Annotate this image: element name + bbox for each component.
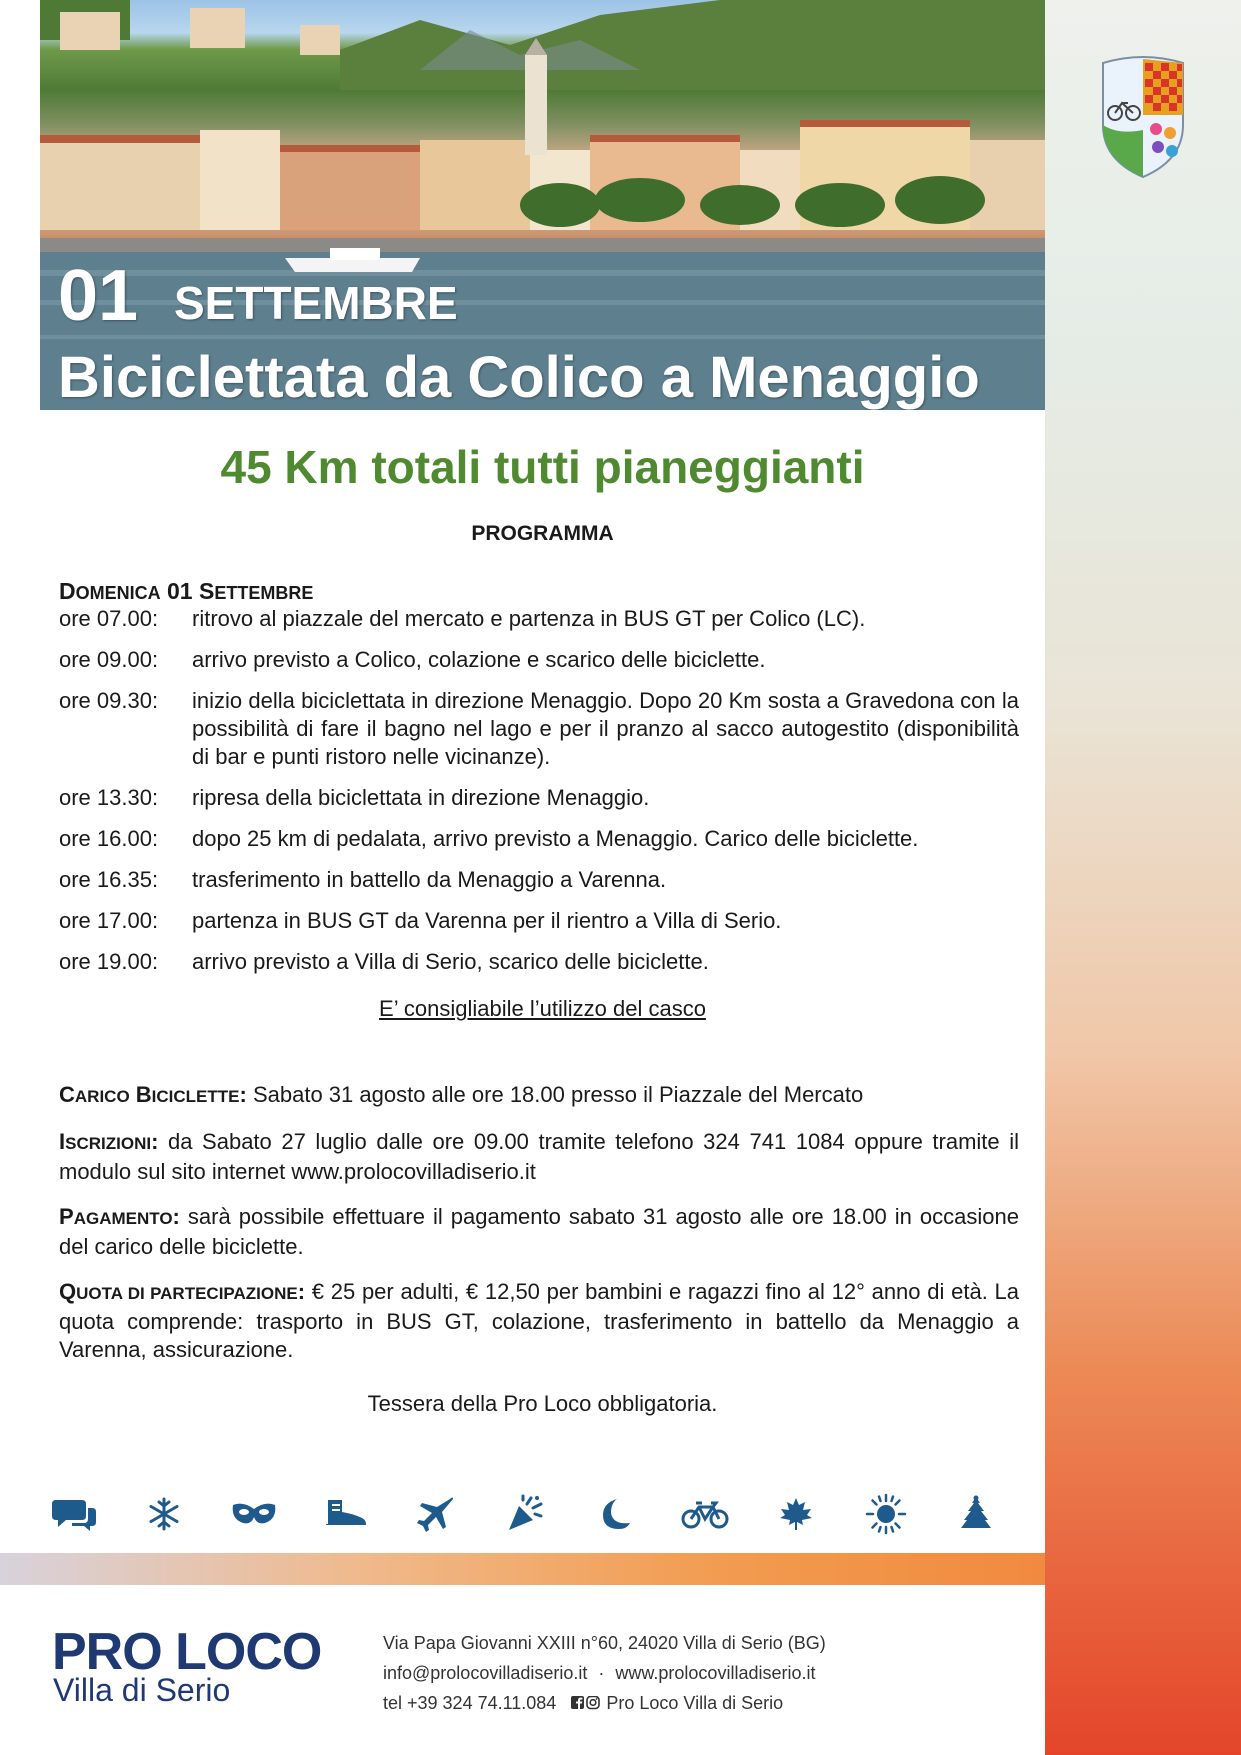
schedule-row [59, 907, 1019, 935]
schedule-row [59, 784, 1019, 812]
footer-contacts [383, 1628, 826, 1719]
schedule-description: ritrovo al piazzale del mercato e partenza in BUS GT per Colico (LC). [192, 606, 866, 631]
schedule-row [59, 948, 1019, 976]
hero-date-day: 01 [58, 256, 139, 336]
schedule-description: trasferimento in battello da Menaggio a Varenna. [192, 867, 667, 892]
schedule-day-heading [59, 578, 313, 605]
schedule-time: ore 16.35: [59, 867, 159, 892]
info-label-colon: : [297, 1279, 306, 1304]
bicycle-icon [681, 1492, 729, 1536]
schedule-list [59, 605, 1019, 989]
pro-loco-logo-text: PRO LOCO [52, 1623, 322, 1681]
schedule-row [59, 646, 1019, 674]
footer-color-band [0, 1553, 1045, 1585]
info-text: sarà possibile effettuare il pagamento sabato 31 agosto alle ore 18.00 in occasione del carico delle biciclette. [59, 1204, 1019, 1259]
sun-icon [862, 1492, 910, 1536]
info-label-cap: P [59, 1204, 74, 1229]
info-label-rest-2: ICICLETTE [151, 1087, 240, 1106]
carnival-mask-icon [230, 1492, 278, 1536]
day-heading-cap-2: S [199, 578, 215, 604]
info-text: € 25 per adulti, € 12,50 per bambini e ragazzi fino al 12° anno di età. La quota comprende: trasporto in BUS GT, colazione, trasferimento in battello da Menaggio a Varenna, assicurazione. [59, 1279, 1020, 1362]
day-heading-number: 01 [167, 578, 193, 604]
schedule-description: arrivo previsto a Villa di Serio, scarico delle biciclette. [192, 949, 709, 974]
info-label-colon: : [172, 1204, 180, 1229]
party-popper-icon [501, 1492, 549, 1536]
info-payment [59, 1203, 1019, 1261]
airplane-icon [411, 1492, 459, 1536]
info-label-rest: UOTA DI PARTECIPAZIONE [76, 1284, 298, 1303]
day-heading-cap-1: D [59, 578, 76, 604]
schedule-description: inizio della biciclettata in direzione Menaggio. Dopo 20 Km sosta a Gravedona con la possibilità di fare il bagno nel lago e per il pranzo al sacco autogestito (disponibilità di bar e punti ristoro nelle vicinanze). [192, 688, 1019, 769]
info-label-rest: SCRIZIONI [65, 1134, 152, 1153]
side-gradient-decoration [1045, 0, 1241, 1755]
schedule-row [59, 687, 1019, 771]
info-label-cap: I [59, 1129, 66, 1154]
info-bike-loading [59, 1081, 1019, 1111]
schedule-time: ore 16.00: [59, 826, 159, 851]
footer-web-line [383, 1658, 826, 1688]
maple-leaf-icon [772, 1492, 820, 1536]
schedule-time: ore 17.00: [59, 908, 159, 933]
snowflake-icon [140, 1492, 188, 1536]
footer-social-name: Pro Loco Villa di Serio [606, 1693, 784, 1713]
info-registrations [59, 1128, 1019, 1186]
schedule-time: ore 07.00: [59, 606, 159, 631]
town-crest-logo [1098, 55, 1188, 180]
info-label-colon: : [239, 1082, 247, 1107]
info-label-cap-2: B [129, 1082, 152, 1107]
christmas-tree-icon [952, 1492, 1000, 1536]
info-label-cap: C [59, 1082, 75, 1107]
facebook-instagram-icon [571, 1689, 601, 1719]
hero-photo-banner [40, 0, 1045, 410]
schedule-row [59, 605, 1019, 633]
speech-bubbles-icon [50, 1492, 98, 1536]
schedule-time: ore 09.00: [59, 647, 159, 672]
info-label-rest: ARICO [74, 1087, 130, 1106]
hero-title: Biciclettata da Colico a Menaggio [58, 345, 980, 410]
schedule-description: arrivo previsto a Colico, colazione e scarico delle biciclette. [192, 647, 766, 672]
info-label [59, 1082, 247, 1107]
event-subtitle: 45 Km totali tutti pianeggianti [220, 441, 865, 493]
footer-address: Via Papa Giovanni XXIII n°60, 24020 Villa di Serio (BG) [383, 1633, 826, 1653]
helmet-advice-note: E’ consigliabile l’utilizzo del casco [379, 996, 706, 1021]
info-label-colon: : [151, 1129, 159, 1154]
schedule-row [59, 866, 1019, 894]
footer-website-link[interactable]: www.prolocovilladiserio.it [615, 1663, 816, 1683]
schedule-row [59, 825, 1019, 853]
schedule-time: ore 09.30: [59, 688, 159, 713]
footer-phone-social-line [383, 1688, 826, 1719]
program-heading: PROGRAMMA [471, 522, 614, 545]
footer-phone: tel +39 324 74.11.084 [383, 1693, 557, 1713]
day-heading-rest-1: OMENICA [75, 583, 161, 603]
info-label-cap: Q [59, 1279, 77, 1304]
activity-icons-row [50, 1492, 1000, 1536]
day-heading-rest-2: ETTEMBRE [214, 583, 314, 603]
info-fee [59, 1278, 1019, 1364]
hiking-boot-icon [321, 1492, 369, 1536]
info-text: da Sabato 27 luglio dalle ore 09.00 tramite telefono 324 741 1084 oppure tramite il modulo sul sito internet www.prolocovilladiserio.it [59, 1129, 1019, 1184]
info-section [59, 1081, 1019, 1381]
schedule-description: dopo 25 km di pedalata, arrivo previsto a Menaggio. Carico delle biciclette. [192, 826, 919, 851]
info-label [59, 1129, 158, 1154]
membership-note: Tessera della Pro Loco obbligatoria. [367, 1391, 718, 1416]
schedule-time: ore 13.30: [59, 785, 159, 810]
schedule-description: partenza in BUS GT da Varenna per il rientro a Villa di Serio. [192, 908, 782, 933]
moon-icon [591, 1492, 639, 1536]
info-text: Sabato 31 agosto alle ore 18.00 presso il Piazzale del Mercato [246, 1082, 864, 1107]
hero-date-month: SETTEMBRE [174, 277, 458, 329]
footer-separator: · [598, 1663, 605, 1683]
info-label [59, 1204, 180, 1229]
schedule-description: ripresa della biciclettata in direzione Menaggio. [192, 785, 650, 810]
footer-email-link[interactable]: info@prolocovilladiserio.it [383, 1663, 588, 1683]
pro-loco-logo-subtitle: Villa di Serio [53, 1672, 231, 1708]
info-label-rest: AGAMENTO [73, 1209, 173, 1228]
info-label [59, 1279, 305, 1304]
schedule-time: ore 19.00: [59, 949, 159, 974]
